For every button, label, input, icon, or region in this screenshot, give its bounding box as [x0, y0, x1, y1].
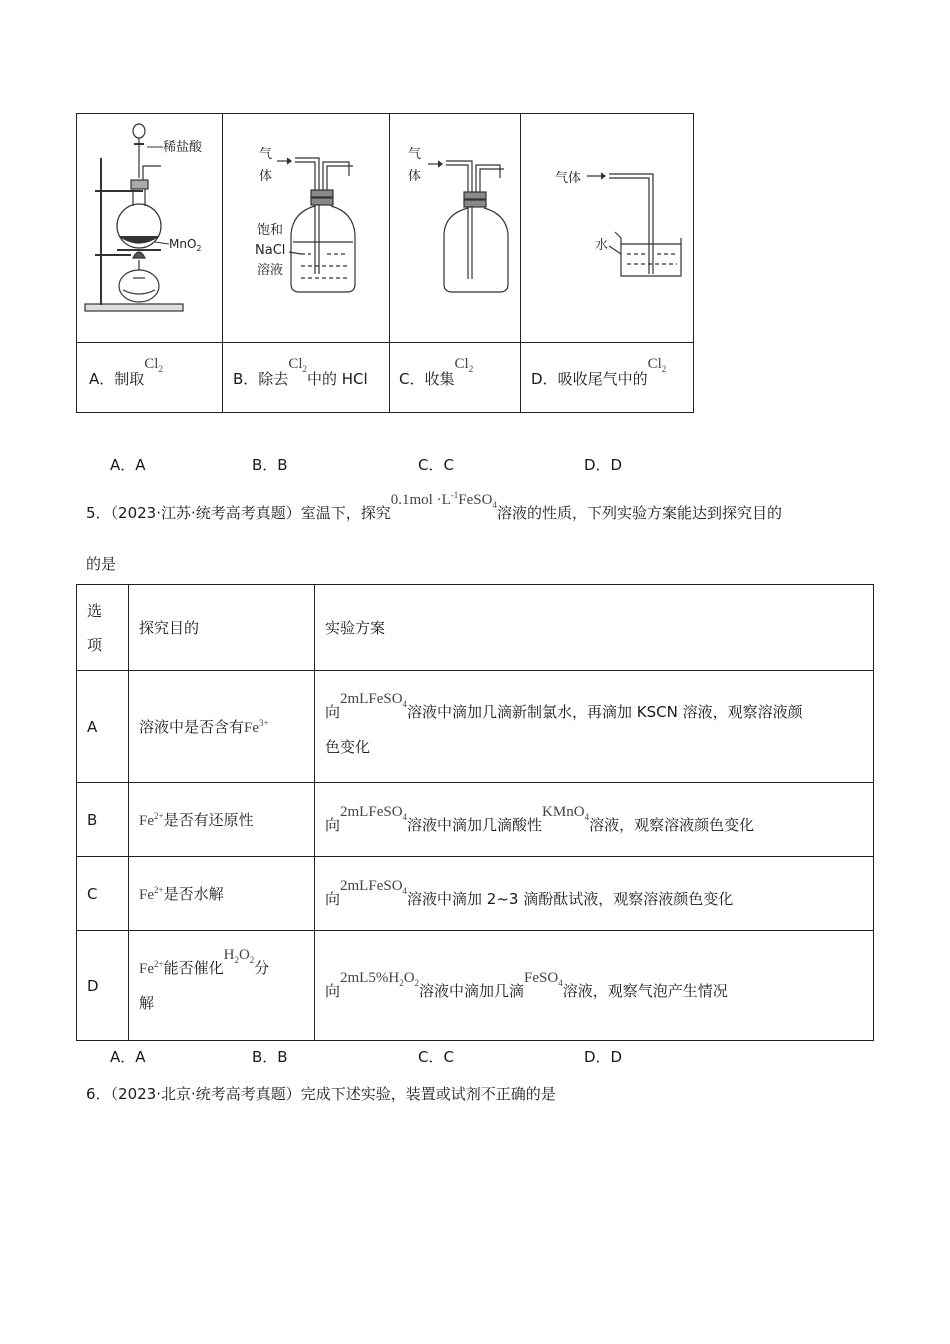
liquid-label-b-1: 饱和 [257, 223, 284, 238]
gas-label-d: 气体 [555, 171, 582, 186]
experiment-table [76, 584, 874, 1041]
caption-a: A． 制取 $Cl_2$ [89, 355, 163, 388]
gas-label-c-1: 气 [408, 147, 422, 162]
row-d-plan: 向$2mL5\%H_2O_2$溶液中滴加几滴FeSO$_4$溶液，观察气泡产生情况 [315, 931, 874, 1041]
q5-stem-line2: 的是 [86, 555, 117, 573]
gas-label-b-1: 气 [259, 147, 273, 162]
row-d-purpose: $Fe^{2+}$能否催化$H_2O_2$分 解 [129, 931, 315, 1041]
wash-bottle-diagram [223, 114, 389, 342]
row-b-plan: 向2mLFeSO$_4$溶液中滴加几滴酸性KMnO$_4$溶液，观察溶液颜色变化 [315, 783, 874, 857]
row-c-plan: 向2mLFeSO$_4$溶液中滴加 2~3 滴酚酞试液，观察溶液颜色变化 [315, 857, 874, 931]
row-d-option: D [77, 931, 129, 1041]
table-row [77, 931, 874, 1041]
absorption-beaker-diagram [521, 114, 694, 342]
liquid-label-b-2: NaCl [255, 243, 286, 258]
q4-option-c[interactable]: C．C [418, 456, 454, 474]
row-a-purpose: 溶液中是否含有$Fe^{3+}$ [129, 671, 315, 783]
q4-option-d[interactable]: D．D [584, 456, 623, 474]
table-header-row [77, 585, 874, 671]
q5-option-b[interactable]: B．B [252, 1048, 288, 1066]
q5-stem: 5．（2023·江苏·统考高考真题）室温下，探究$0.1mol \cdot L^{-1}FeSO_4$溶液的性质，下列实验方案能达到探究目的 [86, 490, 782, 522]
table-row [77, 783, 874, 857]
q4-option-a[interactable]: A．A [110, 456, 146, 474]
caption-d: D． 吸收尾气中的 $Cl_2$ [531, 355, 667, 388]
header-option: 选 项 [77, 585, 129, 671]
row-c-purpose: $Fe^{2+}$是否水解 [129, 857, 315, 931]
gas-label-c-2: 体 [408, 169, 422, 184]
row-a-plan: 向2mLFeSO$_4$溶液中滴加几滴新制氯水，再滴加 KSCN 溶液，观察溶液颜 色变化 [315, 671, 874, 783]
header-purpose: 探究目的 [129, 585, 315, 671]
water-label-d: 水 [595, 238, 609, 253]
caption-b: B． 除去 $Cl_2$ 中的 HCl [233, 355, 368, 388]
row-a-option: A [77, 671, 129, 783]
apparatus-figure-table [76, 113, 694, 413]
q5-option-a[interactable]: A．A [110, 1048, 146, 1066]
caption-c: C． 收集 $Cl_2$ [399, 355, 474, 388]
q5-option-c[interactable]: C．C [418, 1048, 454, 1066]
row-b-purpose: $Fe^{2+}$是否有还原性 [129, 783, 315, 857]
collection-bottle-diagram [390, 114, 520, 342]
header-plan: 实验方案 [315, 585, 874, 671]
chlorine-generator-diagram [81, 118, 219, 338]
row-c-option: C [77, 857, 129, 931]
q5-option-d[interactable]: D．D [584, 1048, 623, 1066]
dilute-hcl-label: 稀盐酸 [163, 140, 203, 155]
row-b-option: B [77, 783, 129, 857]
table-row [77, 671, 874, 783]
table-row [77, 857, 874, 931]
gas-label-b-2: 体 [259, 169, 273, 184]
q4-option-b[interactable]: B．B [252, 456, 288, 474]
q6-stem: 6．（2023·北京·统考高考真题）完成下述实验，装置或试剂不正确的是 [86, 1085, 556, 1103]
liquid-label-b-3: 溶液 [257, 263, 284, 278]
mno2-label: MnO$_2$ [169, 237, 202, 253]
